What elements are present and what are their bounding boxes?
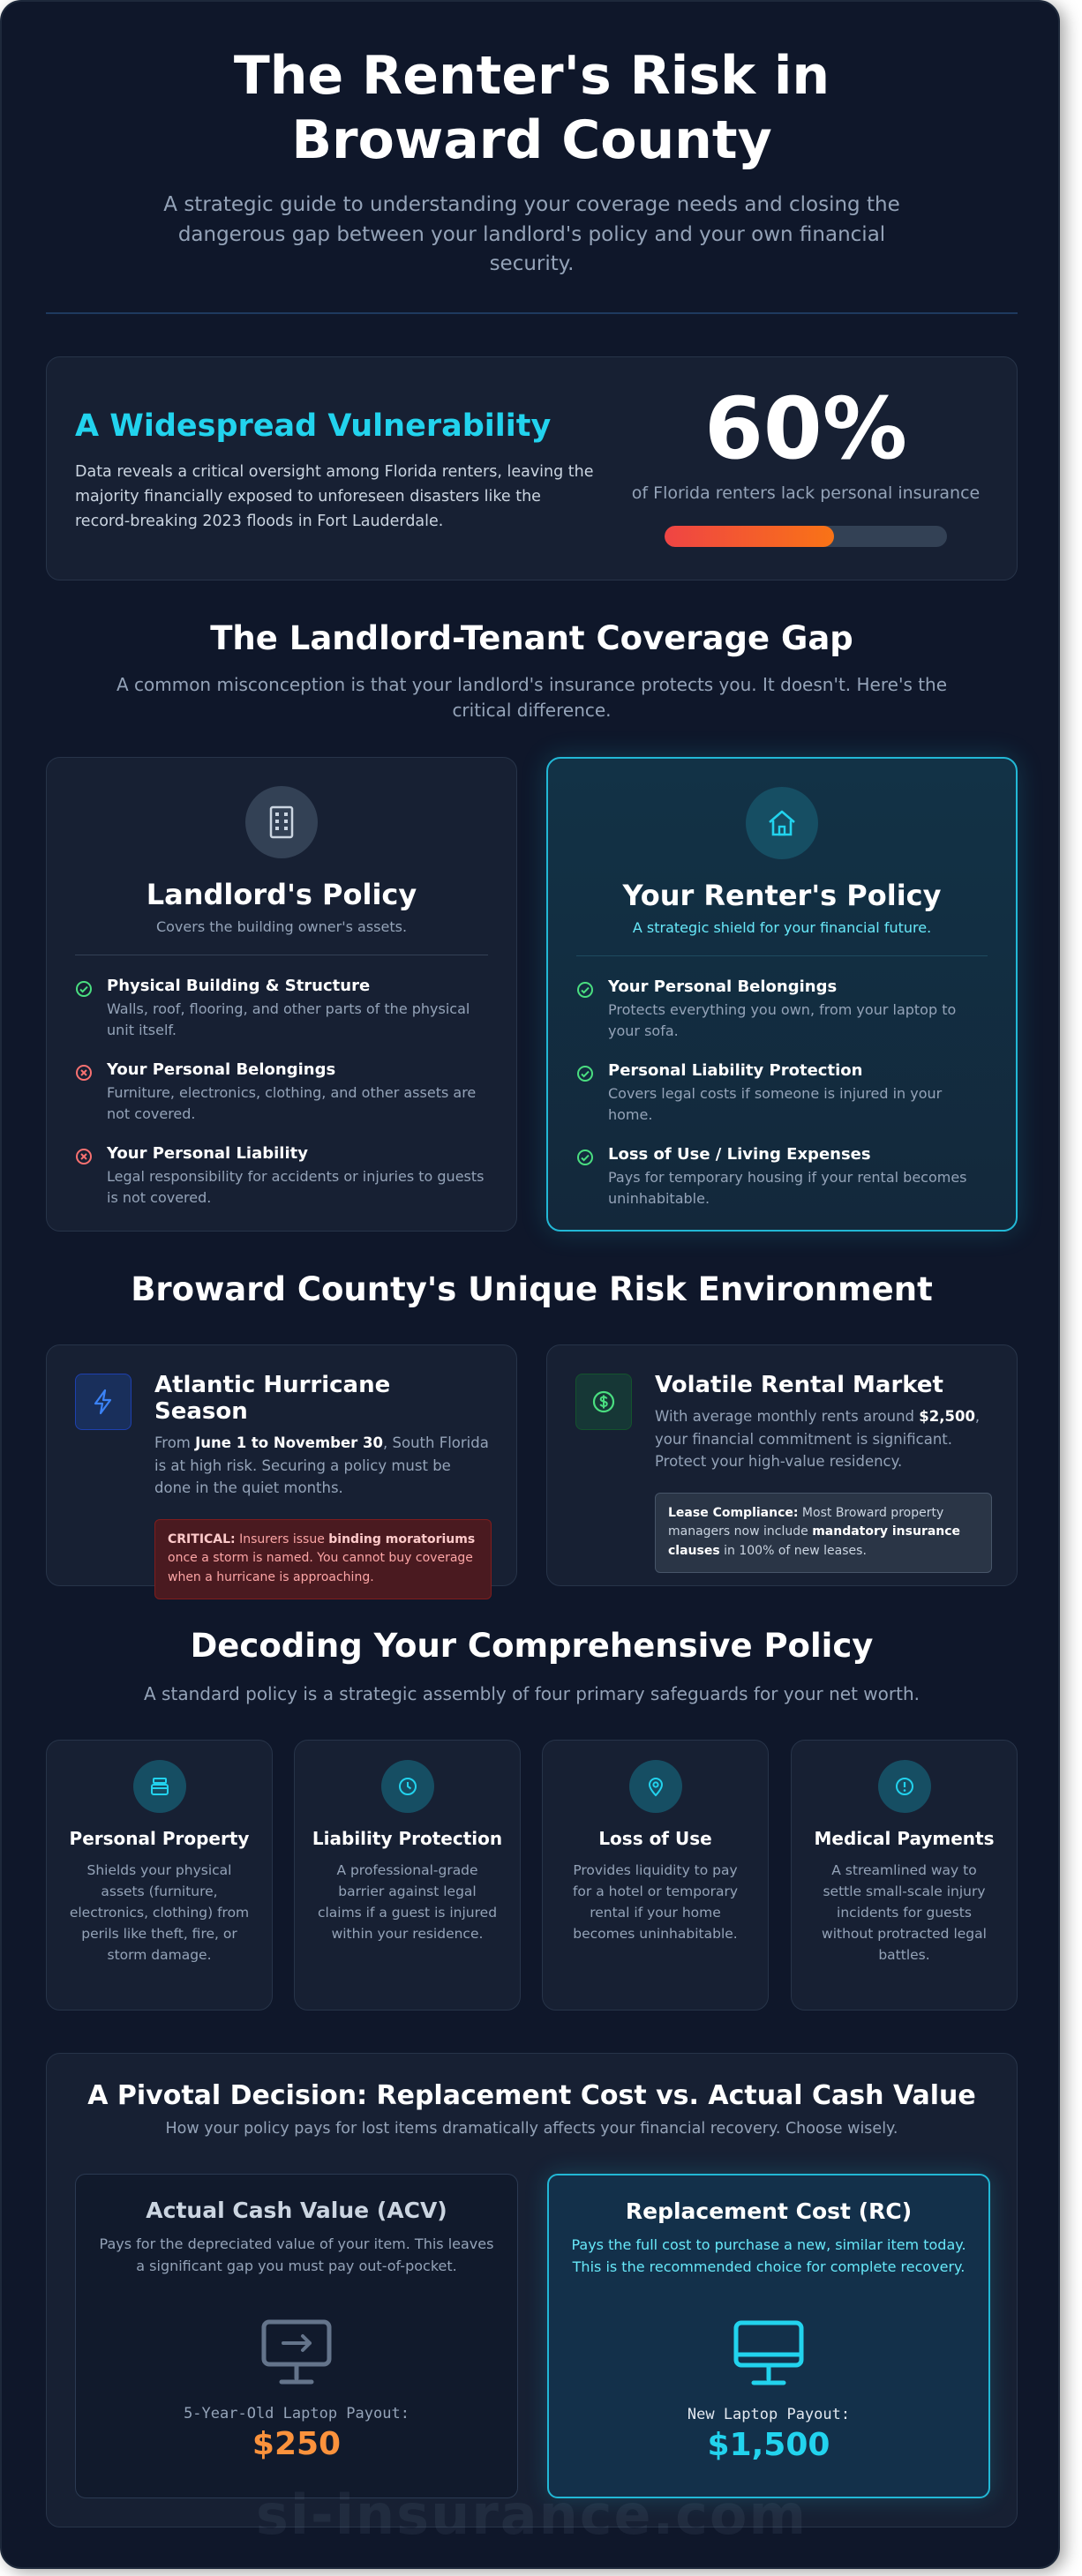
stat-caption: of Florida renters lack personal insurance [631, 483, 981, 504]
rc-desc: Pays the full cost to purchase a new, similar item today. This is the recommended choice for complete recovery. [571, 2236, 966, 2275]
lightning-icon [75, 1374, 131, 1430]
list-item [75, 1060, 488, 1125]
landlord-policy-title: Landlord's Policy [146, 878, 417, 911]
decode-section-title: Decoding Your Comprehensive Policy [190, 1627, 874, 1665]
coverage-item-title: Your Personal Belongings [107, 1060, 336, 1079]
coverage-item-title: Loss of Use / Living Expenses [608, 1145, 871, 1164]
list-item [75, 1144, 488, 1209]
rental-market-card [546, 1344, 1018, 1586]
acv-desc: Pays for the depreciated value of your item. This leaves a significant gap you must pay out-of-pocket. [99, 2235, 494, 2274]
liability-protection-card [294, 1740, 521, 2011]
header-divider [46, 312, 1018, 314]
hurricane-desc: From June 1 to November 30, South Florida is at high risk. Securing a policy must be done in the quiet months. [154, 1434, 489, 1497]
map-pin-icon [629, 1760, 682, 1813]
building-icon [245, 786, 318, 858]
card-desc: A streamlined way to settle small-scale injury incidents for guests without protracted legal battles. [822, 1862, 987, 1964]
coverage-item-title: Personal Liability Protection [608, 1061, 863, 1080]
check-circle-icon [576, 1149, 594, 1166]
page-subtitle: A strategic guide to understanding your coverage needs and closing the dangerous gap between your landlord's policy and your own financial security. [163, 193, 900, 276]
dollar-icon [575, 1374, 632, 1430]
renter-policy-card [546, 757, 1018, 1232]
gap-section-title: The Landlord-Tenant Coverage Gap [210, 619, 853, 657]
old-monitor-icon [257, 2311, 336, 2391]
acv-payout-label: 5-Year-Old Laptop Payout: [184, 2404, 410, 2422]
card-title: Liability Protection [312, 1828, 503, 1849]
archive-box-icon [133, 1760, 186, 1813]
acv-payout-value: $250 [252, 2425, 342, 2462]
coverage-item-desc: Protects everything you own, from your laptop to your sofa. [608, 1001, 957, 1039]
card-desc: Shields your physical assets (furniture, electronics, clothing) from perils like theft, fire, or storm damage. [69, 1862, 250, 1964]
stat-progress-bar [665, 526, 947, 547]
decode-section-subtitle: A standard policy is a strategic assembly of four primary safeguards for your net worth. [144, 1683, 920, 1704]
renter-policy-title: Your Renter's Policy [622, 879, 942, 912]
pivot-title: A Pivotal Decision: Replacement Cost vs. Actual Cash Value [87, 2080, 976, 2111]
coverage-item-desc: Covers legal costs if someone is injured in your home. [608, 1085, 943, 1123]
rc-payout-label: New Laptop Payout: [687, 2405, 851, 2423]
coverage-item-desc: Walls, roof, flooring, and other parts of the physical unit itself. [107, 1000, 470, 1038]
landlord-policy-card [46, 757, 517, 1232]
card-desc: A professional-grade barrier against legal claims if a guest is injured within your residence. [317, 1862, 498, 1943]
hurricane-season-card [46, 1344, 517, 1586]
coverage-item-title: Your Personal Liability [107, 1144, 308, 1163]
gap-section-subtitle: A common misconception is that your landlord's insurance protects you. It doesn't. Here's the critical difference. [116, 674, 948, 721]
list-item [576, 977, 988, 1042]
coverage-item-desc: Legal responsibility for accidents or injuries to guests is not covered. [107, 1168, 485, 1206]
personal-property-card [46, 1740, 273, 2011]
hurricane-critical-note: CRITICAL: Insurers issue binding moratoriums once a storm is named. You cannot buy coverage when a hurricane is approaching. [154, 1519, 492, 1599]
home-icon [746, 787, 818, 859]
market-desc: With average monthly rents around $2,500, your financial commitment is significant. Protect your high-value residency. [655, 1408, 981, 1471]
check-circle-icon [576, 981, 594, 999]
list-item [576, 1145, 988, 1209]
loss-of-use-card [542, 1740, 769, 2011]
pivotal-decision-card [46, 2053, 1018, 2527]
alert-circle-icon [878, 1760, 931, 1813]
watermark-text: si-insurance.com [255, 2482, 808, 2547]
x-circle-icon [75, 1148, 93, 1165]
acv-title: Actual Cash Value (ACV) [146, 2198, 447, 2223]
landlord-policy-subtitle: Covers the building owner's assets. [155, 918, 408, 935]
renter-policy-subtitle: A strategic shield for your financial future. [632, 919, 932, 936]
check-circle-icon [576, 1065, 594, 1082]
stat-value: 60% [704, 379, 907, 478]
rc-payout-value: $1,500 [707, 2426, 830, 2463]
coverage-item-title: Your Personal Belongings [608, 977, 838, 996]
list-item [75, 977, 488, 1041]
rc-title: Replacement Cost (RC) [625, 2198, 913, 2224]
stat-progress-fill [665, 526, 834, 547]
coverage-item-desc: Pays for temporary housing if your rental becomes uninhabitable. [608, 1169, 967, 1207]
hurricane-title: Atlantic Hurricane Season [154, 1372, 391, 1425]
new-monitor-icon [729, 2312, 808, 2392]
card-title: Loss of Use [598, 1828, 712, 1849]
card-title: Personal Property [69, 1828, 250, 1849]
vulnerability-stat-card [46, 356, 1018, 580]
medical-payments-card [791, 1740, 1018, 2011]
page-title: The Renter's Risk in Broward County [233, 45, 830, 172]
rc-option-card [547, 2174, 990, 2498]
pivot-subtitle: How your policy pays for lost items dramatically affects your financial recovery. Choose wisely. [165, 2120, 898, 2138]
hero-header [46, 2, 1018, 279]
market-title: Volatile Rental Market [655, 1372, 943, 1398]
coverage-item-title: Physical Building & Structure [107, 977, 371, 995]
x-circle-icon [75, 1064, 93, 1082]
stat-body: Data reveals a critical oversight among Florida renters, leaving the majority financially exposed to unforeseen disasters like the record-breaking 2023 floods in Fort Lauderdale. [75, 463, 594, 530]
landlord-coverage-list [75, 977, 488, 1209]
scale-clock-icon [381, 1760, 434, 1813]
renter-coverage-list [576, 977, 988, 1209]
lease-compliance-note: Lease Compliance: Most Broward property managers now include mandatory insurance clauses in 100% of new leases. [655, 1493, 992, 1573]
coverage-item-desc: Furniture, electronics, clothing, and other assets are not covered. [107, 1084, 477, 1122]
risk-section-title: Broward County's Unique Risk Environment [131, 1270, 933, 1308]
check-circle-icon [75, 980, 93, 998]
acv-option-card [75, 2174, 518, 2498]
card-desc: Provides liquidity to pay for a hotel or temporary rental if your home becomes uninhabitable. [572, 1862, 739, 1943]
stat-heading: A Widespread Vulnerability [75, 408, 552, 444]
renter-divider [576, 955, 988, 956]
list-item [576, 1061, 988, 1126]
card-title: Medical Payments [814, 1828, 995, 1849]
